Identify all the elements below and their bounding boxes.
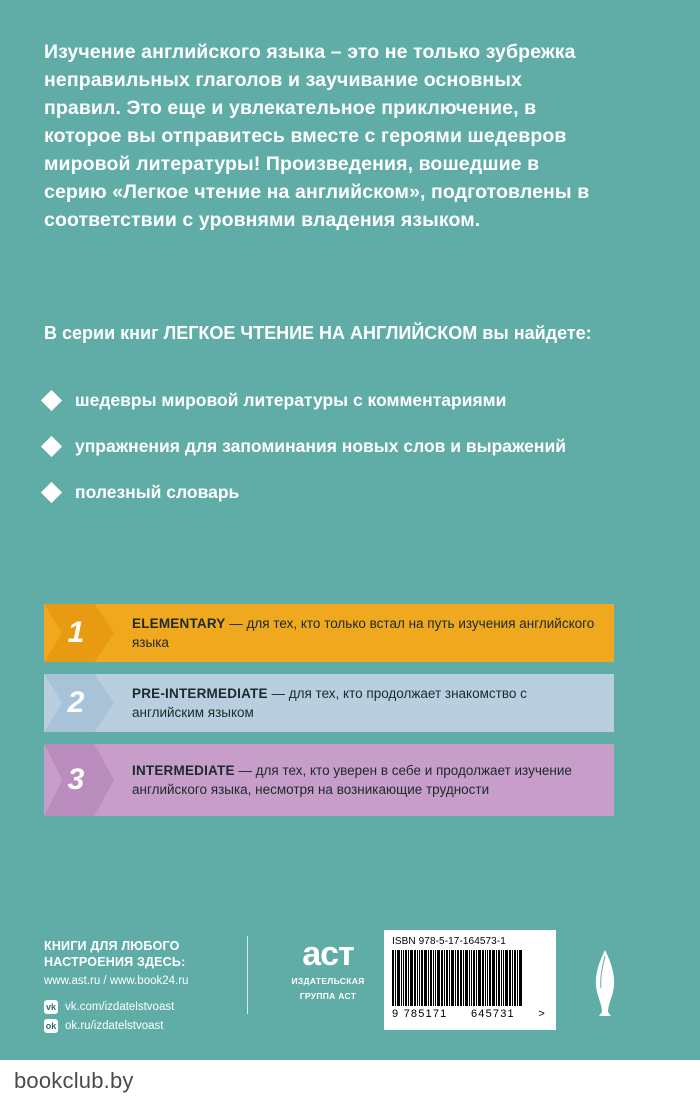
- publisher-title-line1: КНИГИ ДЛЯ ЛЮБОГО: [44, 939, 180, 953]
- level-body-1: [114, 604, 614, 662]
- publisher-websites[interactable]: www.ast.ru / www.book24.ru: [44, 975, 189, 987]
- diamond-bullet-icon: [41, 436, 62, 457]
- ok-icon: ok: [45, 1021, 57, 1031]
- level-name: PRE-INTERMEDIATE: [132, 686, 268, 701]
- level-description: — для тех, кто продолжает знакомство с английским языком: [132, 686, 527, 720]
- barcode-digits: [392, 1008, 550, 1020]
- list-item-label: полезный словарь: [75, 482, 240, 502]
- social-link-vk[interactable]: [44, 1000, 188, 1014]
- social-links: [44, 1000, 188, 1033]
- social-link-ok[interactable]: [44, 1019, 188, 1033]
- diamond-bullet-icon: [41, 390, 62, 411]
- watermark-text: bookclub.by: [14, 1067, 134, 1093]
- vk-icon: vk: [45, 1002, 56, 1012]
- social-link-label: vk.com/izdatelstvoast: [65, 1001, 175, 1013]
- intro-paragraph: Изучение английского языка – это не только зубрежка неправильных глаголов и заучивание основных правил. Это еще и увлекательное приключение, в которое вы отправитесь вместе с героями шедевров мировой литературы! Произведения, вошедшие в серию «Легкое чтение на английском», подготовлены в соответствии с уровнями владения языком.: [44, 41, 590, 231]
- publisher-contacts: [44, 938, 188, 1038]
- social-link-label: ok.ru/izdatelstvoast: [65, 1020, 164, 1032]
- level-arrow-2: [44, 674, 114, 732]
- level-arrow-3: [44, 744, 114, 816]
- level-description: — для тех, кто уверен в себе и продолжает изучение английского языка, несмотря на возникающие трудности: [132, 763, 572, 797]
- publisher-title-line2: НАСТРОЕНИЯ ЗДЕСЬ:: [44, 955, 186, 969]
- list-item: [44, 434, 644, 458]
- list-item-label: шедевры мировой литературы с комментариями: [75, 390, 507, 410]
- ast-publisher-logo: [268, 936, 388, 1002]
- level-body-2: [114, 674, 614, 732]
- series-heading: В серии книг ЛЕГКОЕ ЧТЕНИЕ НА АНГЛИЙСКОМ вы найдете:: [44, 323, 592, 343]
- list-item-label: упражнения для запоминания новых слов и выражений: [75, 436, 566, 456]
- barcode-digits-end: >: [538, 1008, 546, 1020]
- level-arrow-1: [44, 604, 114, 662]
- isbn-label: ISBN 978-5-17-164573-1: [392, 936, 506, 947]
- level-row-3: [44, 744, 614, 816]
- level-name: ELEMENTARY: [132, 616, 226, 631]
- level-row-1: [44, 604, 614, 662]
- diamond-bullet-icon: [41, 482, 62, 503]
- ast-logo-caption-line1: ИЗДАТЕЛЬСКАЯ: [291, 976, 365, 986]
- footer-divider: [247, 936, 248, 1014]
- level-body-3: [114, 744, 614, 816]
- level-number: 1: [67, 616, 85, 649]
- level-number: 3: [67, 763, 85, 796]
- list-item: [44, 480, 644, 504]
- level-row-2: [44, 674, 614, 732]
- level-name: INTERMEDIATE: [132, 763, 235, 778]
- barcode-bars: [392, 950, 550, 1006]
- bird-logo-icon: [575, 948, 635, 1018]
- levels-list: [44, 604, 614, 828]
- watermark-bar: [0, 1060, 700, 1101]
- ast-logo-caption-line2: ГРУППА АСТ: [299, 991, 357, 1001]
- series-benefits-list: [44, 388, 644, 526]
- barcode-digits-left: 9 785171: [392, 1008, 448, 1020]
- level-description: — для тех, кто только встал на путь изучения английского языка: [132, 616, 595, 650]
- level-number: 2: [67, 686, 85, 719]
- ast-logo-mark: аст: [302, 935, 354, 973]
- footer: [0, 930, 700, 1050]
- barcode-digits-right: 645731: [470, 1008, 515, 1020]
- list-item: [44, 388, 644, 412]
- barcode: [384, 930, 556, 1030]
